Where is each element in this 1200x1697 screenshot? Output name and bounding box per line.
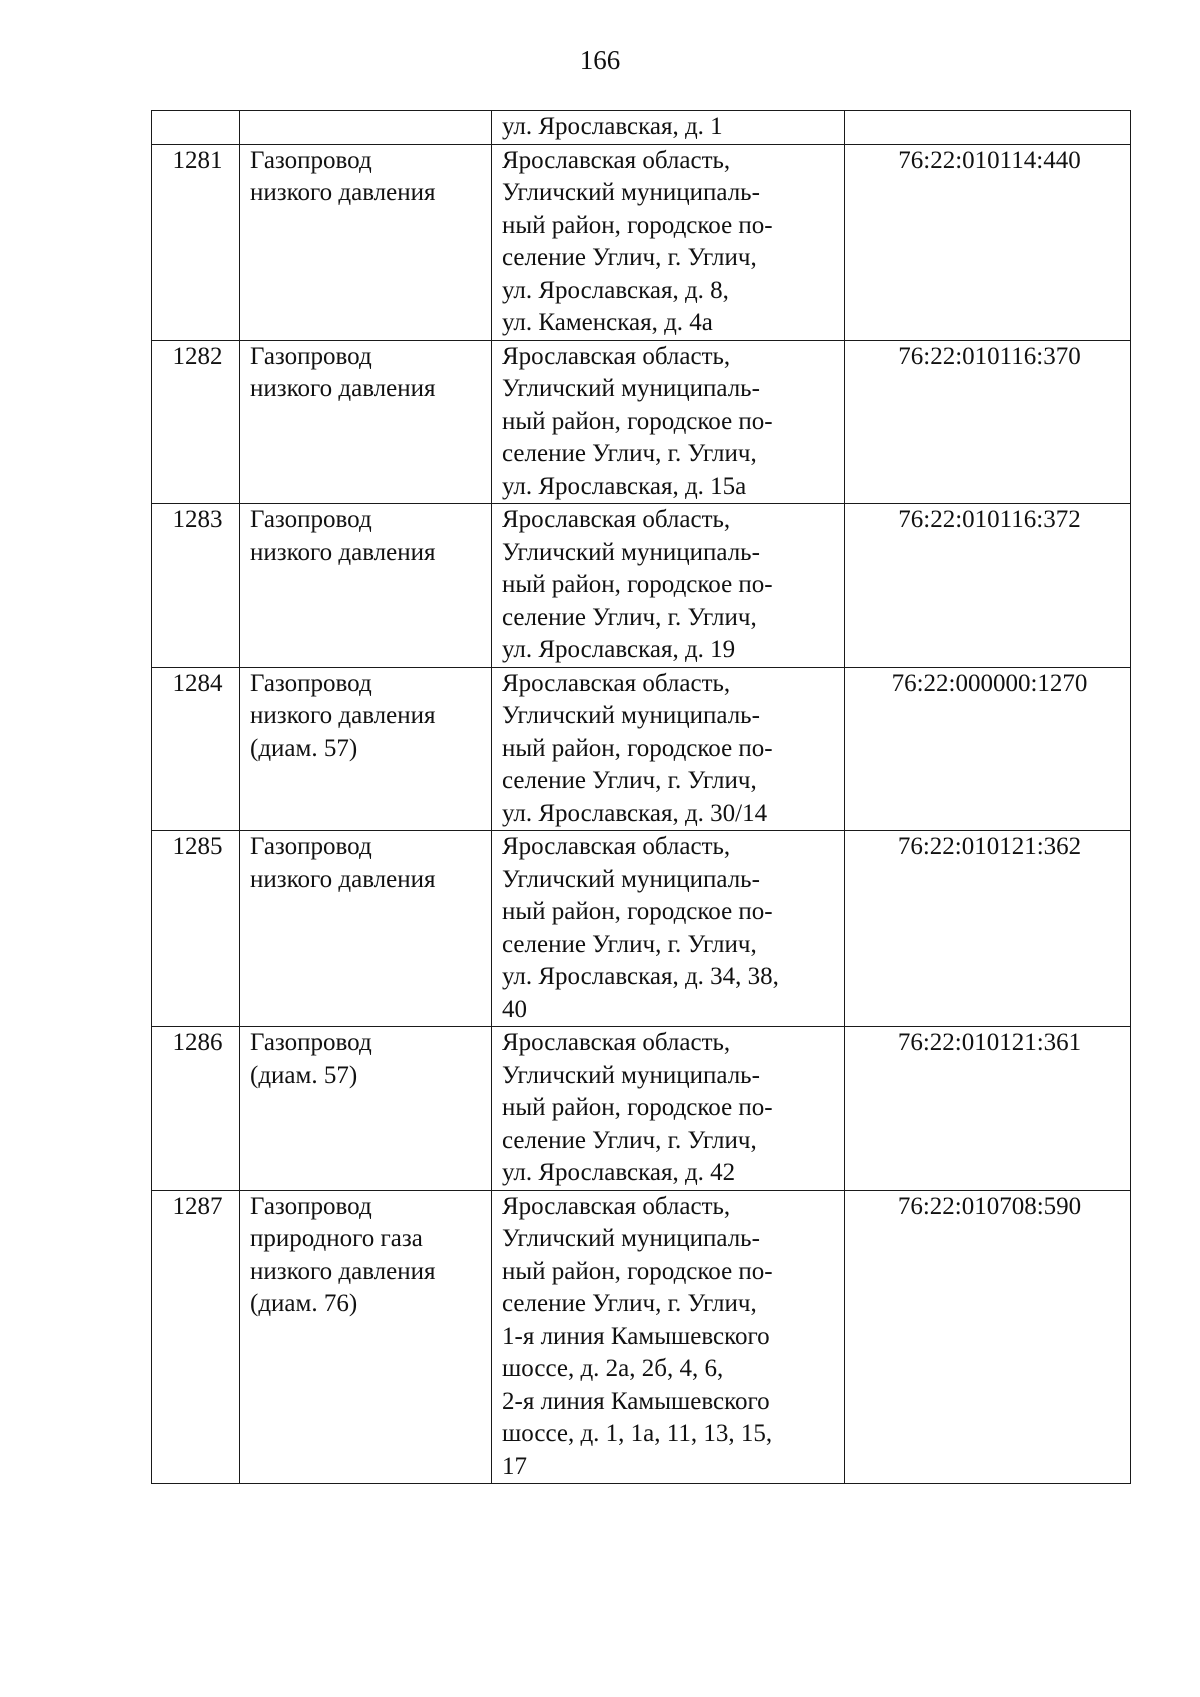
address-line: Ярославская область, bbox=[502, 1029, 731, 1056]
address-cell bbox=[492, 111, 845, 145]
address-line: Ярославская область, bbox=[502, 669, 731, 697]
cadastral-number-cell: 76:22:010121:361 bbox=[845, 1027, 1131, 1191]
object-name-line: Газопровод bbox=[250, 1192, 372, 1220]
address-cell bbox=[492, 340, 845, 504]
table-row bbox=[152, 1027, 1131, 1191]
object-name-cell bbox=[240, 831, 492, 1027]
row-number-cell bbox=[152, 111, 240, 145]
address-line: Угличский муниципаль- bbox=[502, 179, 760, 206]
object-name-line: Газопровод bbox=[250, 506, 372, 533]
address-line: селение Углич, г. Углич, bbox=[502, 1290, 757, 1317]
object-name-line: низкого давления bbox=[250, 179, 436, 206]
address-line: ул. Ярославская, д. 8, bbox=[502, 276, 729, 304]
address-line: шоссе, д. 1, 1а, 11, 13, 15, bbox=[502, 1420, 773, 1447]
registry-table bbox=[151, 110, 1131, 1484]
object-name-line: Газопровод bbox=[250, 833, 372, 860]
row-number-cell: 1282 bbox=[152, 340, 240, 504]
address-line: ный район, городское по- bbox=[502, 1094, 773, 1121]
row-number-cell: 1287 bbox=[152, 1190, 240, 1484]
cadastral-number-cell: 76:22:010708:590 bbox=[845, 1190, 1131, 1484]
address-line: Угличский муниципаль- bbox=[502, 375, 760, 402]
address-line: селение Углич, г. Углич, bbox=[502, 244, 757, 271]
address-line: селение Углич, г. Углич, bbox=[502, 767, 757, 794]
address-line: Угличский муниципаль- bbox=[502, 538, 760, 566]
object-name-cell bbox=[240, 144, 492, 340]
address-cell bbox=[492, 504, 845, 668]
object-name-line: низкого давления bbox=[250, 702, 436, 729]
address-line: ный район, городское по- bbox=[502, 898, 773, 925]
address-line: Ярославская область, bbox=[502, 1192, 731, 1220]
address-cell bbox=[492, 1027, 845, 1191]
address-line: ный район, городское по- bbox=[502, 407, 773, 435]
address-line: ный район, городское по- bbox=[502, 734, 773, 762]
address-line: Ярославская область, bbox=[502, 146, 731, 174]
table-row bbox=[152, 111, 1131, 145]
address-line: ный район, городское по- bbox=[502, 571, 773, 598]
address-line: селение Углич, г. Углич, bbox=[502, 930, 757, 958]
object-name-line: (диам. 76) bbox=[250, 1290, 358, 1317]
address-cell bbox=[492, 831, 845, 1027]
object-name-cell bbox=[240, 111, 492, 145]
table-row bbox=[152, 667, 1131, 831]
table-row bbox=[152, 144, 1131, 340]
object-name-cell bbox=[240, 504, 492, 668]
table-row bbox=[152, 831, 1131, 1027]
object-name-line: природного газа bbox=[250, 1225, 423, 1252]
object-name-line: Газопровод bbox=[250, 1029, 372, 1056]
object-name-cell bbox=[240, 1027, 492, 1191]
row-number-cell: 1284 bbox=[152, 667, 240, 831]
address-line: ул. Ярославская, д. 19 bbox=[502, 636, 736, 663]
address-line: ул. Ярославская, д. 34, 38, bbox=[502, 963, 779, 990]
row-number-cell: 1286 bbox=[152, 1027, 240, 1191]
object-name-line: Газопровод bbox=[250, 146, 372, 174]
address-line: ный район, городское по- bbox=[502, 1257, 773, 1285]
address-line: селение Углич, г. Углич, bbox=[502, 1126, 757, 1154]
address-cell bbox=[492, 667, 845, 831]
cadastral-number-cell bbox=[845, 111, 1131, 145]
object-name-line: низкого давления bbox=[250, 538, 436, 566]
address-line: 2-я линия Камышевского bbox=[502, 1387, 770, 1415]
registry-table-body bbox=[152, 111, 1131, 1484]
object-name-line: низкого давления bbox=[250, 375, 436, 402]
address-line: ул. Ярославская, д. 42 bbox=[502, 1159, 736, 1186]
address-line: 17 bbox=[502, 1452, 527, 1480]
address-line: Ярославская область, bbox=[502, 342, 731, 370]
address-line: ный район, городское по- bbox=[502, 211, 773, 239]
cadastral-number-cell: 76:22:010116:370 bbox=[845, 340, 1131, 504]
address-line: селение Углич, г. Углич, bbox=[502, 440, 757, 467]
address-line: Ярославская область, bbox=[502, 833, 731, 860]
address-cell bbox=[492, 144, 845, 340]
address-line: Ярославская область, bbox=[502, 506, 731, 533]
address-cell bbox=[492, 1190, 845, 1484]
address-line: ул. Ярославская, д. 30/14 bbox=[502, 799, 768, 827]
object-name-line: низкого давления bbox=[250, 865, 436, 893]
cadastral-number-cell: 76:22:010114:440 bbox=[845, 144, 1131, 340]
address-line: ул. Каменская, д. 4а bbox=[502, 309, 713, 336]
object-name-cell bbox=[240, 667, 492, 831]
address-line: Угличский муниципаль- bbox=[502, 1061, 760, 1089]
address-line: Угличский муниципаль- bbox=[502, 865, 760, 893]
address-line: 40 bbox=[502, 995, 527, 1023]
table-row bbox=[152, 340, 1131, 504]
row-number-cell: 1283 bbox=[152, 504, 240, 668]
address-line: шоссе, д. 2а, 2б, 4, 6, bbox=[502, 1355, 724, 1382]
object-name-line: (диам. 57) bbox=[250, 1061, 358, 1089]
row-number-cell: 1281 bbox=[152, 144, 240, 340]
table-row bbox=[152, 504, 1131, 668]
object-name-line: (диам. 57) bbox=[250, 734, 358, 762]
object-name-cell bbox=[240, 1190, 492, 1484]
address-line: Угличский муниципаль- bbox=[502, 1225, 760, 1252]
address-line: ул. Ярославская, д. 15а bbox=[502, 472, 747, 500]
address-line: ул. Ярославская, д. 1 bbox=[502, 113, 723, 140]
cadastral-number-cell: 76:22:010116:372 bbox=[845, 504, 1131, 668]
object-name-line: низкого давления bbox=[250, 1257, 436, 1285]
object-name-line: Газопровод bbox=[250, 342, 372, 370]
address-line: Угличский муниципаль- bbox=[502, 702, 760, 729]
cadastral-number-cell: 76:22:010121:362 bbox=[845, 831, 1131, 1027]
address-line: селение Углич, г. Углич, bbox=[502, 603, 757, 631]
row-number-cell: 1285 bbox=[152, 831, 240, 1027]
object-name-line: Газопровод bbox=[250, 669, 372, 697]
page-number: 166 bbox=[579, 45, 621, 75]
table-row bbox=[152, 1190, 1131, 1484]
address-line: 1-я линия Камышевского bbox=[502, 1322, 770, 1350]
cadastral-number-cell: 76:22:000000:1270 bbox=[845, 667, 1131, 831]
object-name-cell bbox=[240, 340, 492, 504]
